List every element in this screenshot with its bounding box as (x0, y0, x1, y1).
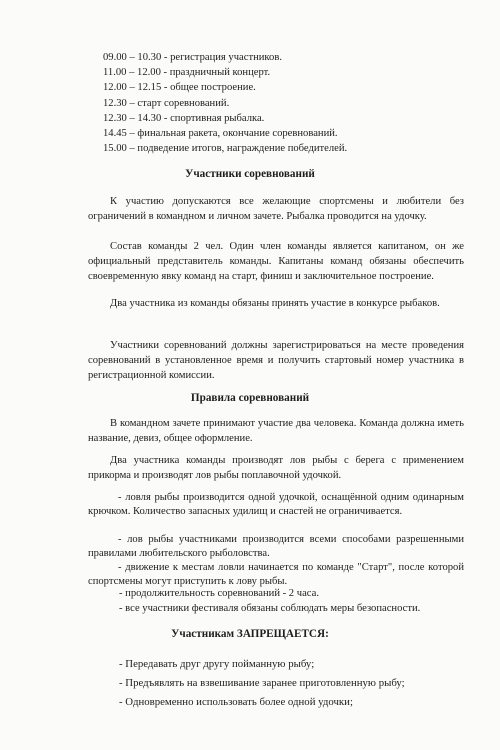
rules-list-item: - движение к местам ловли начинается по команде "Старт", после которой спортсмены могут приступить к лову рыбы. (88, 562, 464, 587)
participants-heading: Участники соревнований (185, 168, 315, 180)
schedule-item: 09.00 – 10.30 - регистрация участников. (103, 52, 282, 63)
forbidden-item: - Одновременно использовать более одной удочки; (119, 696, 353, 708)
participants-paragraph: Состав команды 2 чел. Один член команды является капитаном, он же официальный представитель команды. Капитаны команд обязаны обеспечить своевременную явку команд на старт, финиш и заключительное построение. (88, 241, 464, 282)
forbidden-item: - Предъявлять на взвешивание заранее приготовленную рыбу; (119, 677, 405, 689)
schedule-item: 11.00 – 12.00 - праздничный концерт. (103, 67, 271, 79)
participants-paragraph: К участию допускаются все желающие спортсмены и любители без ограничений в командном и личном зачете. Рыбалка проводится на удочку. (88, 196, 464, 222)
rules-list-item: - лов рыбы участниками производится всеми способами разрешенными правилами любительского рыболовства. (88, 534, 464, 559)
forbidden-item: - Передавать друг другу пойманную рыбу; (119, 658, 315, 670)
schedule-item: 12.00 – 12.15 - общее построение. (103, 82, 256, 94)
rules-paragraph: В командном зачете принимают участие два человека. Команда должна иметь название, девиз, общее оформление. (88, 418, 464, 444)
rules-list-item: - продолжительность соревнований - 2 часа. (119, 588, 319, 599)
schedule-item: 12.30 – 14.30 - спортивная рыбалка. (103, 112, 265, 124)
rules-list-item: - все участники фестиваля обязаны соблюдать меры безопасности. (119, 603, 421, 614)
participants-paragraph: Два участника из команды обязаны принять участие в конкурсе рыбаков. (110, 298, 440, 309)
schedule-item: 12.30 – старт соревнований. (103, 97, 230, 109)
schedule-item: 14.45 – финальная ракета, окончание соревнований. (103, 128, 338, 140)
forbidden-list (119, 655, 405, 712)
forbidden-heading: Участникам ЗАПРЕЩАЕТСЯ: (171, 628, 329, 640)
schedule-item: 15.00 – подведение итогов, награждение победителей. (103, 143, 348, 155)
rules-heading: Правила соревнований (190, 392, 310, 404)
rules-paragraph: Два участника команды производят лов рыбы с берега с применением прикорма и производят лов рыбы поплавочной удочкой. (88, 455, 464, 481)
schedule-list (103, 50, 347, 156)
rules-list-item: - ловля рыбы производится одной удочкой, оснащённой одним одинарным крючком. Количество запасных удилищ и снастей не ограничивается. (88, 492, 464, 517)
participants-paragraph: Участники соревнований должны зарегистрироваться на месте проведения соревнований в установленное время и получить стартовый номер участника в регистрационной комиссии. (88, 340, 464, 381)
